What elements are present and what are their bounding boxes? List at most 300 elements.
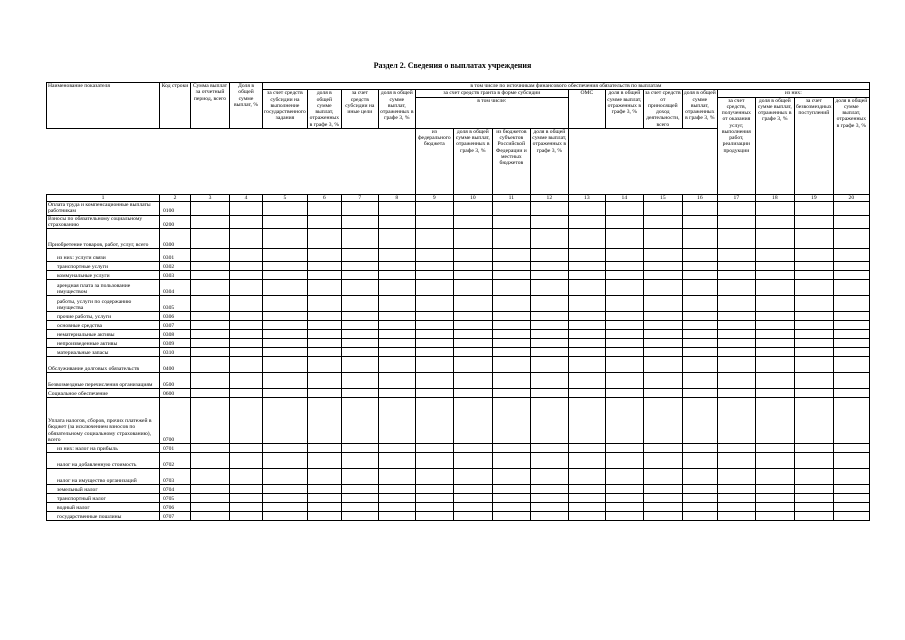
- value-cell[interactable]: [682, 280, 717, 296]
- value-cell[interactable]: [378, 494, 415, 503]
- value-cell[interactable]: [341, 357, 378, 373]
- value-cell[interactable]: [230, 357, 263, 373]
- value-cell[interactable]: [568, 348, 605, 357]
- value-cell[interactable]: [415, 503, 453, 512]
- value-cell[interactable]: [453, 453, 492, 469]
- value-cell[interactable]: [230, 469, 263, 485]
- value-cell[interactable]: [341, 229, 378, 249]
- value-cell[interactable]: [415, 512, 453, 521]
- value-cell[interactable]: [492, 330, 530, 339]
- value-cell[interactable]: [717, 271, 755, 280]
- value-cell[interactable]: [530, 229, 568, 249]
- value-cell[interactable]: [307, 330, 341, 339]
- value-cell[interactable]: [530, 249, 568, 262]
- value-cell[interactable]: [643, 398, 682, 444]
- value-cell[interactable]: [530, 389, 568, 398]
- value-cell[interactable]: [230, 321, 263, 330]
- value-cell[interactable]: [230, 296, 263, 312]
- value-cell[interactable]: [263, 271, 308, 280]
- value-cell[interactable]: [341, 296, 378, 312]
- value-cell[interactable]: [191, 249, 230, 262]
- value-cell[interactable]: [605, 215, 643, 229]
- value-cell[interactable]: [307, 339, 341, 348]
- value-cell[interactable]: [341, 373, 378, 389]
- value-cell[interactable]: [453, 503, 492, 512]
- value-cell[interactable]: [643, 469, 682, 485]
- value-cell[interactable]: [230, 249, 263, 262]
- value-cell[interactable]: [605, 280, 643, 296]
- value-cell[interactable]: [682, 453, 717, 469]
- value-cell[interactable]: [492, 485, 530, 494]
- value-cell[interactable]: [833, 444, 869, 453]
- value-cell[interactable]: [230, 229, 263, 249]
- value-cell[interactable]: [378, 321, 415, 330]
- value-cell[interactable]: [833, 485, 869, 494]
- value-cell[interactable]: [191, 512, 230, 521]
- value-cell[interactable]: [568, 398, 605, 444]
- value-cell[interactable]: [191, 280, 230, 296]
- value-cell[interactable]: [453, 271, 492, 280]
- value-cell[interactable]: [530, 373, 568, 389]
- value-cell[interactable]: [530, 202, 568, 216]
- value-cell[interactable]: [341, 321, 378, 330]
- value-cell[interactable]: [717, 229, 755, 249]
- value-cell[interactable]: [530, 453, 568, 469]
- value-cell[interactable]: [568, 215, 605, 229]
- value-cell[interactable]: [378, 202, 415, 216]
- value-cell[interactable]: [191, 229, 230, 249]
- value-cell[interactable]: [755, 312, 794, 321]
- value-cell[interactable]: [794, 373, 833, 389]
- value-cell[interactable]: [605, 229, 643, 249]
- value-cell[interactable]: [492, 469, 530, 485]
- value-cell[interactable]: [378, 512, 415, 521]
- value-cell[interactable]: [605, 249, 643, 262]
- value-cell[interactable]: [755, 494, 794, 503]
- value-cell[interactable]: [263, 444, 308, 453]
- value-cell[interactable]: [717, 453, 755, 469]
- value-cell[interactable]: [492, 398, 530, 444]
- value-cell[interactable]: [415, 280, 453, 296]
- value-cell[interactable]: [755, 503, 794, 512]
- value-cell[interactable]: [605, 389, 643, 398]
- value-cell[interactable]: [453, 229, 492, 249]
- value-cell[interactable]: [492, 296, 530, 312]
- value-cell[interactable]: [643, 485, 682, 494]
- value-cell[interactable]: [530, 321, 568, 330]
- value-cell[interactable]: [682, 389, 717, 398]
- value-cell[interactable]: [453, 494, 492, 503]
- value-cell[interactable]: [643, 348, 682, 357]
- value-cell[interactable]: [794, 249, 833, 262]
- value-cell[interactable]: [530, 357, 568, 373]
- value-cell[interactable]: [605, 494, 643, 503]
- value-cell[interactable]: [307, 312, 341, 321]
- value-cell[interactable]: [530, 512, 568, 521]
- value-cell[interactable]: [568, 453, 605, 469]
- value-cell[interactable]: [341, 469, 378, 485]
- value-cell[interactable]: [682, 357, 717, 373]
- value-cell[interactable]: [717, 494, 755, 503]
- value-cell[interactable]: [643, 512, 682, 521]
- value-cell[interactable]: [230, 444, 263, 453]
- value-cell[interactable]: [833, 512, 869, 521]
- value-cell[interactable]: [415, 494, 453, 503]
- value-cell[interactable]: [378, 339, 415, 348]
- value-cell[interactable]: [643, 503, 682, 512]
- value-cell[interactable]: [341, 202, 378, 216]
- value-cell[interactable]: [682, 444, 717, 453]
- value-cell[interactable]: [307, 321, 341, 330]
- value-cell[interactable]: [833, 280, 869, 296]
- value-cell[interactable]: [794, 339, 833, 348]
- value-cell[interactable]: [415, 444, 453, 453]
- value-cell[interactable]: [307, 453, 341, 469]
- value-cell[interactable]: [230, 202, 263, 216]
- value-cell[interactable]: [230, 389, 263, 398]
- value-cell[interactable]: [605, 373, 643, 389]
- value-cell[interactable]: [378, 330, 415, 339]
- value-cell[interactable]: [717, 312, 755, 321]
- value-cell[interactable]: [341, 453, 378, 469]
- value-cell[interactable]: [682, 271, 717, 280]
- value-cell[interactable]: [682, 469, 717, 485]
- value-cell[interactable]: [755, 357, 794, 373]
- value-cell[interactable]: [378, 296, 415, 312]
- value-cell[interactable]: [794, 512, 833, 521]
- value-cell[interactable]: [191, 271, 230, 280]
- value-cell[interactable]: [833, 296, 869, 312]
- value-cell[interactable]: [568, 229, 605, 249]
- value-cell[interactable]: [643, 339, 682, 348]
- value-cell[interactable]: [568, 312, 605, 321]
- value-cell[interactable]: [794, 321, 833, 330]
- value-cell[interactable]: [263, 330, 308, 339]
- value-cell[interactable]: [755, 202, 794, 216]
- value-cell[interactable]: [453, 389, 492, 398]
- value-cell[interactable]: [378, 262, 415, 271]
- value-cell[interactable]: [530, 312, 568, 321]
- value-cell[interactable]: [530, 280, 568, 296]
- value-cell[interactable]: [530, 296, 568, 312]
- value-cell[interactable]: [263, 262, 308, 271]
- value-cell[interactable]: [605, 339, 643, 348]
- value-cell[interactable]: [415, 296, 453, 312]
- value-cell[interactable]: [682, 339, 717, 348]
- value-cell[interactable]: [755, 229, 794, 249]
- value-cell[interactable]: [415, 373, 453, 389]
- value-cell[interactable]: [492, 312, 530, 321]
- value-cell[interactable]: [833, 321, 869, 330]
- value-cell[interactable]: [794, 229, 833, 249]
- value-cell[interactable]: [415, 469, 453, 485]
- value-cell[interactable]: [605, 512, 643, 521]
- value-cell[interactable]: [492, 512, 530, 521]
- value-cell[interactable]: [755, 215, 794, 229]
- value-cell[interactable]: [230, 280, 263, 296]
- value-cell[interactable]: [755, 389, 794, 398]
- value-cell[interactable]: [605, 330, 643, 339]
- value-cell[interactable]: [833, 348, 869, 357]
- value-cell[interactable]: [191, 330, 230, 339]
- value-cell[interactable]: [191, 485, 230, 494]
- value-cell[interactable]: [191, 503, 230, 512]
- value-cell[interactable]: [717, 330, 755, 339]
- value-cell[interactable]: [643, 271, 682, 280]
- value-cell[interactable]: [307, 357, 341, 373]
- value-cell[interactable]: [717, 512, 755, 521]
- value-cell[interactable]: [794, 330, 833, 339]
- value-cell[interactable]: [643, 215, 682, 229]
- value-cell[interactable]: [717, 485, 755, 494]
- value-cell[interactable]: [191, 321, 230, 330]
- value-cell[interactable]: [794, 453, 833, 469]
- value-cell[interactable]: [453, 215, 492, 229]
- value-cell[interactable]: [755, 469, 794, 485]
- value-cell[interactable]: [794, 503, 833, 512]
- value-cell[interactable]: [307, 280, 341, 296]
- value-cell[interactable]: [453, 280, 492, 296]
- value-cell[interactable]: [191, 348, 230, 357]
- value-cell[interactable]: [263, 339, 308, 348]
- value-cell[interactable]: [341, 249, 378, 262]
- value-cell[interactable]: [568, 503, 605, 512]
- value-cell[interactable]: [755, 249, 794, 262]
- value-cell[interactable]: [717, 262, 755, 271]
- value-cell[interactable]: [682, 348, 717, 357]
- value-cell[interactable]: [605, 357, 643, 373]
- value-cell[interactable]: [833, 312, 869, 321]
- value-cell[interactable]: [682, 229, 717, 249]
- value-cell[interactable]: [833, 494, 869, 503]
- value-cell[interactable]: [230, 330, 263, 339]
- value-cell[interactable]: [191, 339, 230, 348]
- value-cell[interactable]: [230, 494, 263, 503]
- value-cell[interactable]: [717, 389, 755, 398]
- value-cell[interactable]: [453, 444, 492, 453]
- value-cell[interactable]: [492, 389, 530, 398]
- value-cell[interactable]: [682, 296, 717, 312]
- value-cell[interactable]: [263, 215, 308, 229]
- value-cell[interactable]: [191, 215, 230, 229]
- value-cell[interactable]: [230, 215, 263, 229]
- value-cell[interactable]: [191, 398, 230, 444]
- value-cell[interactable]: [453, 469, 492, 485]
- value-cell[interactable]: [643, 262, 682, 271]
- value-cell[interactable]: [415, 229, 453, 249]
- value-cell[interactable]: [568, 296, 605, 312]
- value-cell[interactable]: [307, 512, 341, 521]
- value-cell[interactable]: [307, 469, 341, 485]
- value-cell[interactable]: [453, 249, 492, 262]
- value-cell[interactable]: [833, 339, 869, 348]
- value-cell[interactable]: [755, 485, 794, 494]
- value-cell[interactable]: [307, 262, 341, 271]
- value-cell[interactable]: [717, 469, 755, 485]
- value-cell[interactable]: [568, 389, 605, 398]
- value-cell[interactable]: [453, 373, 492, 389]
- value-cell[interactable]: [755, 280, 794, 296]
- value-cell[interactable]: [492, 357, 530, 373]
- value-cell[interactable]: [568, 485, 605, 494]
- value-cell[interactable]: [833, 202, 869, 216]
- value-cell[interactable]: [307, 271, 341, 280]
- value-cell[interactable]: [643, 330, 682, 339]
- value-cell[interactable]: [453, 348, 492, 357]
- value-cell[interactable]: [341, 494, 378, 503]
- value-cell[interactable]: [682, 202, 717, 216]
- value-cell[interactable]: [643, 373, 682, 389]
- value-cell[interactable]: [415, 348, 453, 357]
- value-cell[interactable]: [717, 444, 755, 453]
- value-cell[interactable]: [568, 469, 605, 485]
- value-cell[interactable]: [605, 453, 643, 469]
- value-cell[interactable]: [568, 512, 605, 521]
- value-cell[interactable]: [568, 373, 605, 389]
- value-cell[interactable]: [378, 373, 415, 389]
- value-cell[interactable]: [682, 503, 717, 512]
- value-cell[interactable]: [453, 398, 492, 444]
- value-cell[interactable]: [191, 312, 230, 321]
- value-cell[interactable]: [191, 296, 230, 312]
- value-cell[interactable]: [415, 271, 453, 280]
- value-cell[interactable]: [755, 348, 794, 357]
- value-cell[interactable]: [682, 312, 717, 321]
- value-cell[interactable]: [307, 229, 341, 249]
- value-cell[interactable]: [794, 398, 833, 444]
- value-cell[interactable]: [263, 453, 308, 469]
- value-cell[interactable]: [568, 339, 605, 348]
- value-cell[interactable]: [833, 249, 869, 262]
- value-cell[interactable]: [605, 503, 643, 512]
- value-cell[interactable]: [415, 249, 453, 262]
- value-cell[interactable]: [263, 469, 308, 485]
- value-cell[interactable]: [341, 215, 378, 229]
- value-cell[interactable]: [717, 296, 755, 312]
- value-cell[interactable]: [415, 330, 453, 339]
- value-cell[interactable]: [307, 389, 341, 398]
- value-cell[interactable]: [230, 485, 263, 494]
- value-cell[interactable]: [492, 494, 530, 503]
- value-cell[interactable]: [643, 453, 682, 469]
- value-cell[interactable]: [263, 512, 308, 521]
- value-cell[interactable]: [794, 389, 833, 398]
- value-cell[interactable]: [755, 330, 794, 339]
- value-cell[interactable]: [643, 229, 682, 249]
- value-cell[interactable]: [717, 357, 755, 373]
- value-cell[interactable]: [415, 262, 453, 271]
- value-cell[interactable]: [378, 503, 415, 512]
- value-cell[interactable]: [263, 321, 308, 330]
- value-cell[interactable]: [530, 262, 568, 271]
- value-cell[interactable]: [833, 215, 869, 229]
- value-cell[interactable]: [307, 494, 341, 503]
- value-cell[interactable]: [378, 348, 415, 357]
- value-cell[interactable]: [643, 249, 682, 262]
- value-cell[interactable]: [230, 503, 263, 512]
- value-cell[interactable]: [605, 348, 643, 357]
- value-cell[interactable]: [643, 202, 682, 216]
- value-cell[interactable]: [568, 202, 605, 216]
- value-cell[interactable]: [453, 357, 492, 373]
- value-cell[interactable]: [717, 321, 755, 330]
- value-cell[interactable]: [794, 215, 833, 229]
- value-cell[interactable]: [568, 444, 605, 453]
- value-cell[interactable]: [263, 485, 308, 494]
- value-cell[interactable]: [530, 485, 568, 494]
- value-cell[interactable]: [378, 398, 415, 444]
- value-cell[interactable]: [453, 330, 492, 339]
- value-cell[interactable]: [230, 453, 263, 469]
- value-cell[interactable]: [643, 312, 682, 321]
- value-cell[interactable]: [717, 339, 755, 348]
- value-cell[interactable]: [568, 494, 605, 503]
- value-cell[interactable]: [794, 262, 833, 271]
- value-cell[interactable]: [230, 348, 263, 357]
- value-cell[interactable]: [568, 271, 605, 280]
- value-cell[interactable]: [415, 389, 453, 398]
- value-cell[interactable]: [643, 280, 682, 296]
- value-cell[interactable]: [191, 494, 230, 503]
- value-cell[interactable]: [755, 444, 794, 453]
- value-cell[interactable]: [605, 444, 643, 453]
- value-cell[interactable]: [492, 271, 530, 280]
- value-cell[interactable]: [492, 453, 530, 469]
- value-cell[interactable]: [453, 339, 492, 348]
- value-cell[interactable]: [307, 503, 341, 512]
- value-cell[interactable]: [307, 215, 341, 229]
- value-cell[interactable]: [341, 389, 378, 398]
- value-cell[interactable]: [263, 373, 308, 389]
- value-cell[interactable]: [230, 512, 263, 521]
- value-cell[interactable]: [833, 503, 869, 512]
- value-cell[interactable]: [378, 215, 415, 229]
- value-cell[interactable]: [307, 202, 341, 216]
- value-cell[interactable]: [605, 262, 643, 271]
- value-cell[interactable]: [191, 357, 230, 373]
- value-cell[interactable]: [415, 398, 453, 444]
- value-cell[interactable]: [682, 398, 717, 444]
- value-cell[interactable]: [341, 312, 378, 321]
- value-cell[interactable]: [717, 373, 755, 389]
- value-cell[interactable]: [307, 485, 341, 494]
- value-cell[interactable]: [682, 249, 717, 262]
- value-cell[interactable]: [717, 348, 755, 357]
- value-cell[interactable]: [453, 312, 492, 321]
- value-cell[interactable]: [492, 249, 530, 262]
- value-cell[interactable]: [605, 398, 643, 444]
- value-cell[interactable]: [605, 202, 643, 216]
- value-cell[interactable]: [263, 357, 308, 373]
- value-cell[interactable]: [833, 389, 869, 398]
- value-cell[interactable]: [568, 357, 605, 373]
- value-cell[interactable]: [643, 357, 682, 373]
- value-cell[interactable]: [307, 373, 341, 389]
- value-cell[interactable]: [492, 262, 530, 271]
- value-cell[interactable]: [230, 339, 263, 348]
- value-cell[interactable]: [605, 312, 643, 321]
- value-cell[interactable]: [378, 389, 415, 398]
- value-cell[interactable]: [341, 262, 378, 271]
- value-cell[interactable]: [530, 444, 568, 453]
- value-cell[interactable]: [263, 249, 308, 262]
- value-cell[interactable]: [415, 312, 453, 321]
- value-cell[interactable]: [263, 398, 308, 444]
- value-cell[interactable]: [833, 262, 869, 271]
- value-cell[interactable]: [341, 444, 378, 453]
- value-cell[interactable]: [492, 321, 530, 330]
- value-cell[interactable]: [605, 485, 643, 494]
